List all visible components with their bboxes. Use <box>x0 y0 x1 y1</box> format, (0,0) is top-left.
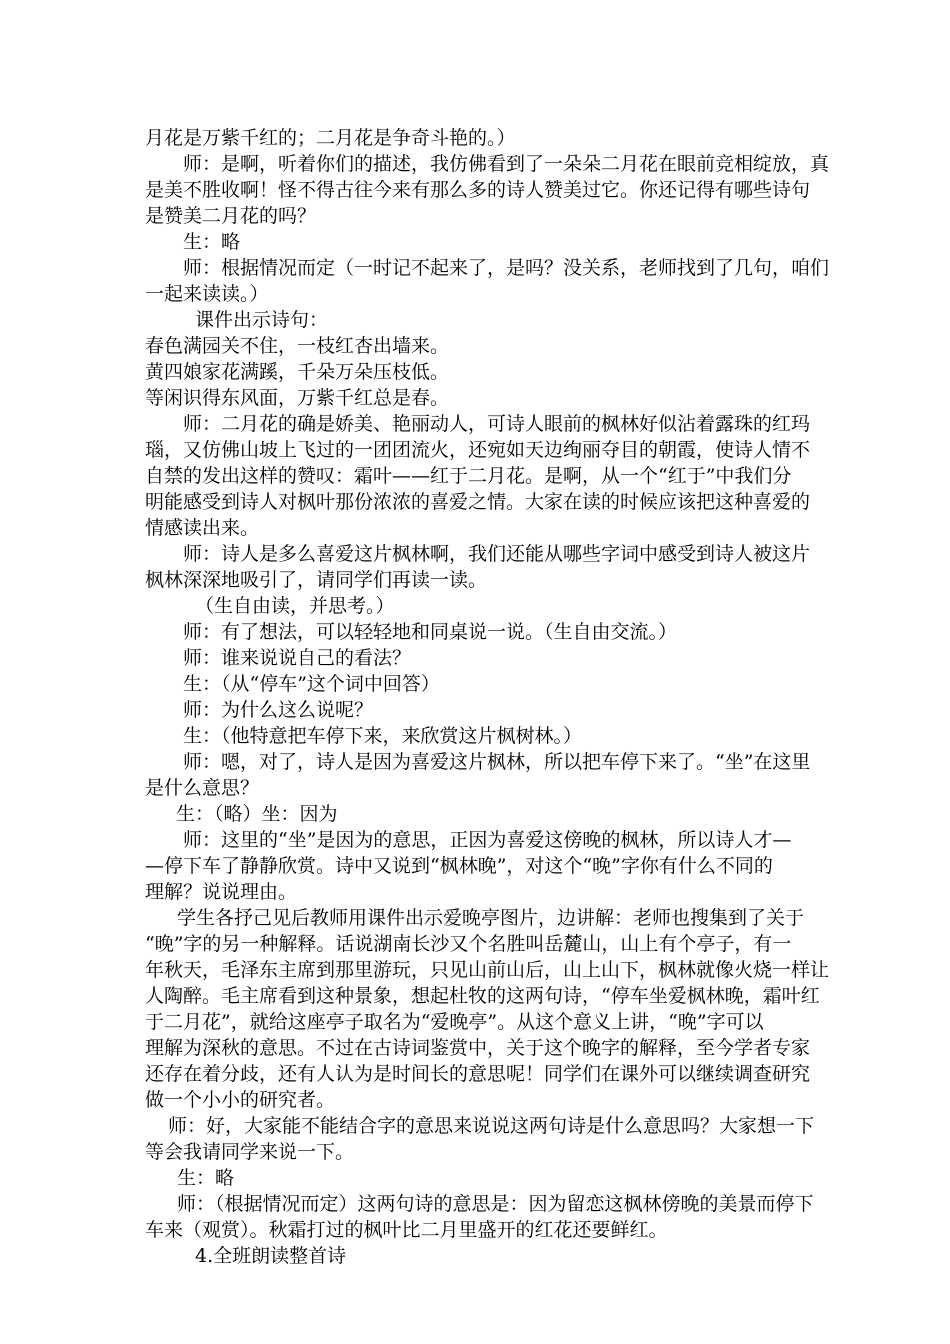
text-line: 师：（根据情况而定）这两句诗的意思是：因为留恋这枫林傍晚的美景而停下 <box>177 1193 814 1215</box>
poem-line: 春色满园关不住，一枝红杏出墙来。 <box>145 335 450 357</box>
text-line: 还存在着分歧，还有人认为是时间长的意思呢！同学们在课外可以继续调查研究 <box>145 1063 811 1085</box>
text-line: 学生各抒己见后教师用课件出示爱晚亭图片，边讲解：老师也搜集到了关于 <box>177 907 805 929</box>
text-line: 生：（略）坐：因为 <box>176 803 338 825</box>
text-line: 是赞美二月花的吗？ <box>145 205 317 227</box>
text-line: 师：谁来说说自己的看法？ <box>183 647 412 669</box>
text-line: 等会我请同学来说一下。 <box>145 1141 355 1163</box>
text-line: 月花是万紫千红的；二月花是争奇斗艳的。） <box>145 127 516 149</box>
text-line: 枫林深深地吸引了，请同学们再读一读。 <box>145 569 488 591</box>
text-line: 生：（从“停车”这个词中回答） <box>183 673 440 695</box>
text-line: 于二月花”，就给这座亭子取名为“爱晚亭”。从这个意义上讲，“晚”字可以 <box>145 1011 764 1033</box>
text-line: 理解？说说理由。 <box>145 881 298 903</box>
text-line: 师：有了想法，可以轻轻地和同桌说一说。（生自由交流。） <box>183 621 678 643</box>
text-line: 师：嗯，对了，诗人是因为喜爱这片枫林，所以把车停下来了。“坐”在这里 <box>183 751 811 773</box>
text-line: 做一个小小的研究者。 <box>145 1089 336 1111</box>
text-line: 车来（观赏）。秋霜打过的枫叶比二月里盛开的红花还要鲜红。 <box>145 1219 668 1241</box>
text-line: 瑙，又仿佛山坡上飞过的一团团流火，还宛如天边绚丽夺目的朝霞，使诗人情不 <box>145 439 811 461</box>
text-line: “晚”字的另一种解释。话说湖南长沙又个名胜叫岳麓山，山上有个亭子，有一 <box>145 933 792 955</box>
poem-line: 等闲识得东风面，万紫千红总是春。 <box>145 387 450 409</box>
text-line: 师：是啊，听着你们的描述，我仿佛看到了一朵朵二月花在眼前竞相绽放，真 <box>183 153 830 175</box>
text-line: 师：二月花的确是娇美、艳丽动人，可诗人眼前的枫林好似沾着露珠的红玛 <box>183 413 811 435</box>
text-line: 是什么意思？ <box>145 777 260 799</box>
text-line: 是美不胜收啊！怪不得古往今来有那么多的诗人赞美过它。你还记得有哪些诗句 <box>145 179 811 201</box>
text-line: 课件出示诗句： <box>195 309 329 331</box>
text-line: 师：这里的“坐”是因为的意思，正因为喜爱这傍晚的枫林，所以诗人才— <box>183 829 792 851</box>
text-line: 师：诗人是多么喜爱这片枫林啊，我们还能从哪些字词中感受到诗人被这片 <box>183 543 811 565</box>
text-line: 一起来读读。） <box>145 283 269 305</box>
text-line: 人陶醉。毛主席看到这种景象，想起杜牧的这两句诗，“停车坐爱枫林晚，霜叶红 <box>145 985 820 1007</box>
text-line: 理解为深秋的意思。不过在古诗词鉴赏中，关于这个晚字的解释，至今学者专家 <box>145 1037 811 1059</box>
text-line: （生自由读，并思考。） <box>195 595 395 617</box>
section-heading: 4.全班朗读整首诗 <box>195 1245 347 1267</box>
text-line: 年秋天，毛泽东主席到那里游玩，只见山前山后，山上山下，枫林就像火烧一样让 <box>145 959 830 981</box>
text-line: 明能感受到诗人对枫叶那份浓浓的喜爱之情。大家在读的时候应该把这种喜爱的 <box>145 491 811 513</box>
text-line: 生：略 <box>177 1167 235 1189</box>
poem-line: 黄四娘家花满蹊，千朵万朵压枝低。 <box>145 361 450 383</box>
text-line: 生：（他特意把车停下来，来欣赏这片枫树林。） <box>183 725 583 747</box>
text-line: 情感读出来。 <box>145 517 260 539</box>
text-line: 师：根据情况而定（一时记不起来了，是吗？没关系，老师找到了几句，咱们 <box>183 257 830 279</box>
text-line: 自禁的发出这样的赞叹：霜叶——红于二月花。是啊，从一个“红于”中我们分 <box>145 465 792 487</box>
text-line: 生：略 <box>183 231 241 253</box>
text-line: —停下车了静静欣赏。诗中又说到“枫林晚”，对这个“晚”字你有什么不同的 <box>145 855 773 877</box>
text-line: 师：为什么这么说呢？ <box>183 699 374 721</box>
text-line: 师：好，大家能不能结合字的意思来说说这两句诗是什么意思吗？大家想一下 <box>168 1115 815 1137</box>
